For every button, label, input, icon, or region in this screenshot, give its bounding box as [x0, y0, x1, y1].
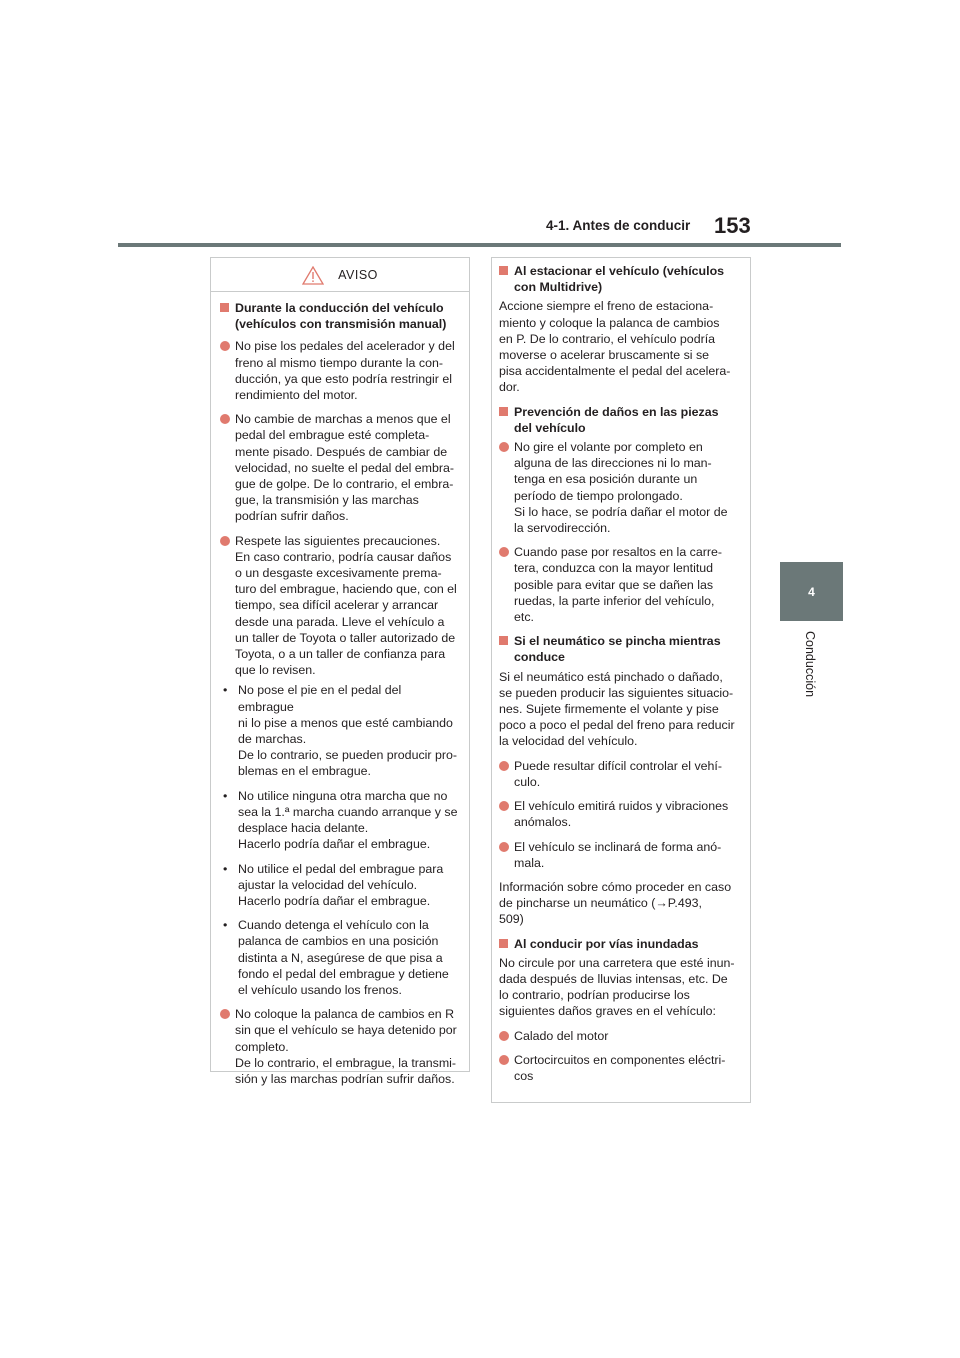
- list-item: [499, 758, 740, 790]
- circle-bullet-icon: [499, 547, 509, 557]
- list-item-text: No gire el volante por completo en alguna de las direcciones ni lo man- tenga en esa posición durante un período de tiempo prolongado. Si lo hace, se podría dañar el motor de la servodirección.: [514, 440, 728, 536]
- circle-bullet-icon: [220, 536, 230, 546]
- list-item-text: Cuando pase por resaltos en la carre- tera, conduzca con la mayor lentitud posible para evitar que se dañen las ruedas, la parte inferior del vehículo, etc.: [514, 545, 723, 625]
- list-item: [220, 338, 459, 403]
- circle-bullet-icon: [220, 1009, 230, 1019]
- list-item: [499, 544, 740, 625]
- circle-bullet-icon: [499, 801, 509, 811]
- square-bullet-icon: [220, 303, 229, 312]
- circle-bullet-icon: [499, 1055, 509, 1065]
- section-title: 4-1. Antes de conducir: [546, 218, 691, 233]
- chapter-number: 4: [808, 584, 815, 599]
- chapter-tab: [780, 562, 843, 621]
- paragraph: Accione siempre el freno de estaciona- miento y coloque la palanca de cambios en P. De lo contrario, el vehículo podría moverse o acelerar bruscamente si se pisa accidentalmente el pedal del acelera- dor.: [499, 299, 731, 395]
- chapter-label: Conducción: [803, 631, 817, 698]
- list-item: [220, 1006, 459, 1087]
- list-item: [220, 411, 459, 524]
- list-item-text: Puede resultar difícil controlar el vehí- culo.: [514, 758, 722, 789]
- circle-bullet-icon: [499, 842, 509, 852]
- square-bullet-icon: [499, 266, 508, 275]
- paragraph: No circule por una carretera que esté inun- dada después de lluvias intensas, etc. De lo contrario, podrían producirse los siguientes daños graves en el vehículo:: [499, 955, 735, 1019]
- square-bullet-icon: [499, 939, 508, 948]
- sub-list-item: [223, 682, 459, 779]
- list-item-text: El vehículo emitirá ruidos y vibraciones anómalos.: [514, 799, 729, 830]
- warning-triangle-icon: [302, 266, 324, 285]
- circle-bullet-icon: [499, 1031, 509, 1041]
- square-bullet-icon: [499, 636, 508, 645]
- warning-header: [211, 263, 469, 292]
- warning-box: [210, 257, 470, 1086]
- sub-list-item-text: No utilice el pedal del embrague para ajustar la velocidad del vehículo. Hacerlo podría dañar el embrague.: [238, 861, 444, 908]
- dot-marker-icon: •: [223, 861, 228, 876]
- page-number: 153: [714, 213, 751, 238]
- section-heading: [220, 300, 459, 332]
- list-item: [220, 533, 459, 679]
- section-heading: [499, 633, 740, 665]
- header-divider: [118, 243, 841, 247]
- sub-list-item: [223, 917, 459, 998]
- section-heading: [499, 936, 740, 952]
- sub-list-item: [223, 788, 459, 853]
- info-box: [491, 257, 751, 1103]
- section-heading: [499, 404, 740, 436]
- list-item-text: No pise los pedales del acelerador y del freno al mismo tiempo durante la con- ducción, ya que esto podría restringir el rendimiento del motor.: [235, 339, 455, 403]
- square-bullet-icon: [499, 407, 508, 416]
- list-item: [499, 439, 740, 536]
- heading-text: Prevención de daños en las piezas del vehículo: [514, 404, 719, 435]
- list-item: [499, 839, 740, 871]
- page-reference-link[interactable]: P.493, 509): [499, 896, 702, 927]
- circle-bullet-icon: [220, 414, 230, 424]
- heading-text: Si el neumático se pincha mientras conduce: [514, 634, 721, 665]
- dot-marker-icon: •: [223, 918, 228, 933]
- list-item-text: No cambie de marchas a menos que el pedal del embrague esté completa- mente pisado. Después de cambiar de velocidad, no suelte el pedal del embra- gue de golpe. De lo contrario, el embra- gue, la transmisión y las marchas podrían sufrir daños.: [235, 412, 455, 524]
- dot-marker-icon: •: [223, 788, 228, 803]
- paragraph: [499, 879, 740, 928]
- circle-bullet-icon: [499, 442, 509, 452]
- sub-list-item-text: No utilice ninguna otra marcha que no sea la 1.ª marcha cuando arranque y se desplace hacia delante. Hacerlo podría dañar el embrague.: [238, 788, 458, 852]
- list-item-text: Calado del motor: [514, 1028, 609, 1043]
- paragraph: Si el neumático está pinchado o dañado, se pueden producir las siguientes situacio- nes. Sujete firmemente el volante y pise poco a poco el pedal del freno para reducir la velocidad del vehículo.: [499, 669, 735, 749]
- warning-label: AVISO: [338, 267, 378, 282]
- heading-text: Al estacionar el vehículo (vehículos con Multidrive): [514, 264, 725, 295]
- dot-marker-icon: •: [223, 683, 228, 698]
- circle-bullet-icon: [220, 341, 230, 351]
- list-item: [499, 798, 740, 830]
- heading-text: Durante la conducción del vehículo (vehículos con transmisión manual): [235, 301, 447, 332]
- heading-text: Al conducir por vías inundadas: [514, 936, 699, 951]
- sub-list-item-text: Cuando detenga el vehículo con la palanca de cambios en una posición distinta a N, asegúrese de que pisa a fondo el pedal del embrague y detiene el vehículo usando los frenos.: [238, 918, 449, 997]
- paragraph-text: Información sobre cómo proceder en caso de pincharse un neumático (: [499, 879, 732, 911]
- list-item-text: No coloque la palanca de cambios en R sin que el vehículo se haya detenido por completo. De lo contrario, el embrague, la transmi- sión y las marchas podrían sufrir daños.: [235, 1007, 457, 1086]
- sub-list-item-text: No pose el pie en el pedal del embrague ni lo pise a menos que esté cambiando de marchas. De lo contrario, se pueden producir pro- blemas en el embrague.: [238, 683, 458, 779]
- list-item-text: El vehículo se inclinará de forma anó- mala.: [514, 839, 722, 870]
- list-item-text: Cortocircuitos en componentes eléctri- cos: [514, 1052, 726, 1083]
- list-item: [499, 1028, 740, 1044]
- list-item: [499, 1052, 740, 1084]
- sub-list-item: [223, 861, 459, 910]
- arrow-right-icon: →: [655, 896, 668, 911]
- list-item-text: Respete las siguientes precauciones. En caso contrario, podría causar daños o un desgaste excesivamente prema- turo del embrague, haciendo que, con el tiempo, sea difícil acelerar y arrancar desde una parada. Lleve el vehículo a un taller de Toyota o taller autorizado de Toyota, o a un taller de confianza para que lo revisen.: [235, 533, 457, 678]
- circle-bullet-icon: [499, 761, 509, 771]
- section-heading: [499, 263, 740, 295]
